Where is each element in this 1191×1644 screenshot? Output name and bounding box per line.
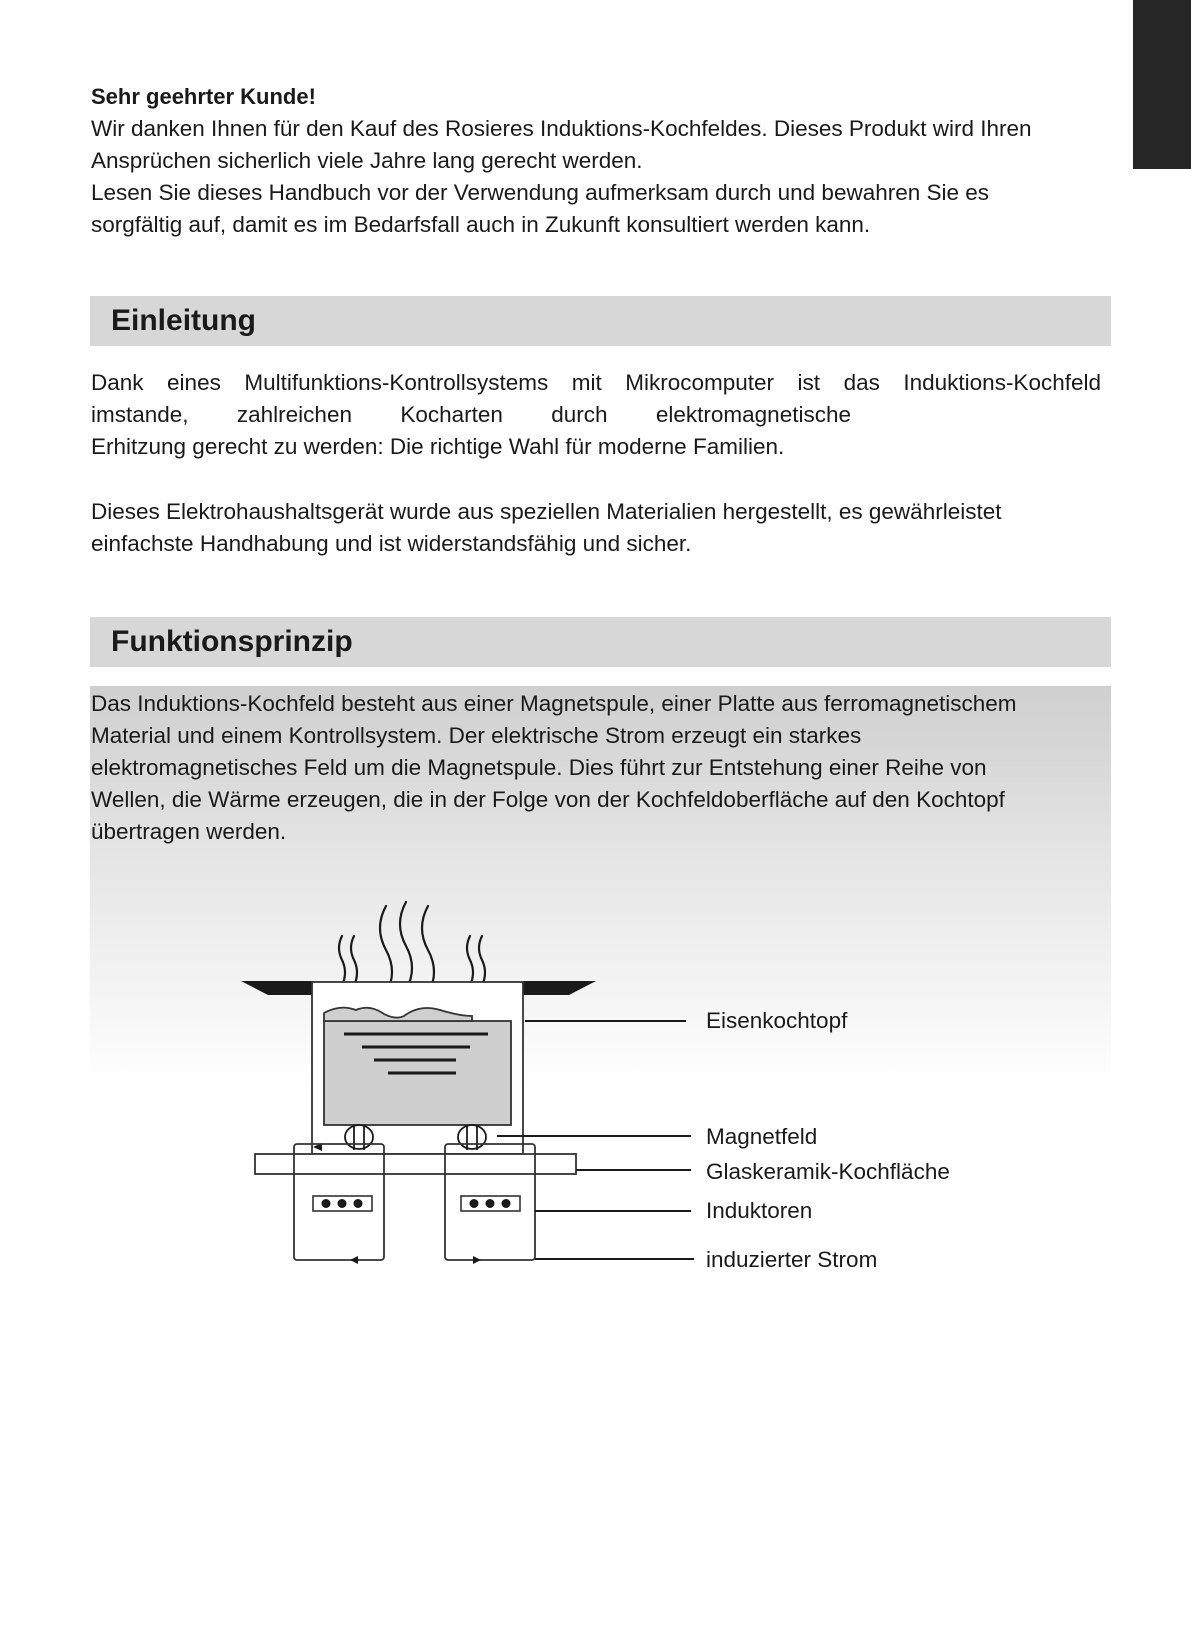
paragraph-line: Erhitzung gerecht zu werden: Die richtige Wahl für moderne Familien. (91, 434, 785, 459)
greeting-line: Lesen Sie dieses Handbuch vor der Verwendung aufmerksam durch und bewahren Sie es (91, 180, 990, 205)
paragraph-line: Das Induktions-Kochfeld besteht aus einer Magnetspule, einer Platte aus ferromagnetischem (91, 691, 1017, 716)
label-induzierter-strom: induzierter Strom (706, 1247, 878, 1272)
section-heading-einleitung: Einleitung (90, 296, 1111, 346)
label-eisenkochtopf: Eisenkochtopf (706, 1008, 848, 1033)
paragraph-line: Material und einem Kontrollsystem. Der elektrische Strom erzeugt ein starkes (91, 723, 862, 748)
paragraph-line: einfachste Handhabung und ist widerstandsfähig und sicher. (91, 531, 692, 556)
paragraph-line: imstande, zahlreichen Kocharten durch elektromagnetische (91, 402, 851, 427)
greeting-line: sorgfältig auf, damit es im Bedarfsfall auch in Zukunft konsultiert werden kann. (91, 212, 871, 237)
paragraph-line: Dieses Elektrohaushaltsgerät wurde aus speziellen Materialien hergestellt, es gewährleistet (91, 499, 1002, 524)
glass-ceramic-plate (255, 1154, 576, 1174)
pot-icon (241, 981, 596, 1154)
steam-icon (339, 902, 485, 994)
label-induktoren: Induktoren (706, 1198, 813, 1223)
greeting-title: Sehr geehrter Kunde! (91, 84, 316, 109)
section-heading-funktionsprinzip: Funktionsprinzip (90, 617, 1111, 667)
paragraph-line: übertragen werden. (91, 819, 287, 844)
paragraph-line: elektromagnetisches Feld um die Magnetspule. Dies führt zur Entstehung einer Reihe von (91, 755, 987, 780)
paragraph-line: Wellen, die Wärme erzeugen, die in der Folge von der Kochfeldoberfläche auf den Kochtopf (91, 787, 1005, 812)
greeting-line: Wir danken Ihnen für den Kauf des Rosieres Induktions-Kochfeldes. Dieses Produkt wird Ihren (91, 116, 1032, 141)
leader-lines (497, 1021, 694, 1259)
paragraph-line: Dank eines Multifunktions-Kontrollsystems mit Mikrocomputer ist das Induktions-Kochfeld (91, 370, 1101, 395)
label-glaskeramik: Glaskeramik-Kochfläche (706, 1159, 950, 1184)
greeting-line: Ansprüchen sicherlich viele Jahre lang gerecht werden. (91, 148, 643, 173)
label-magnetfeld: Magnetfeld (706, 1124, 818, 1149)
